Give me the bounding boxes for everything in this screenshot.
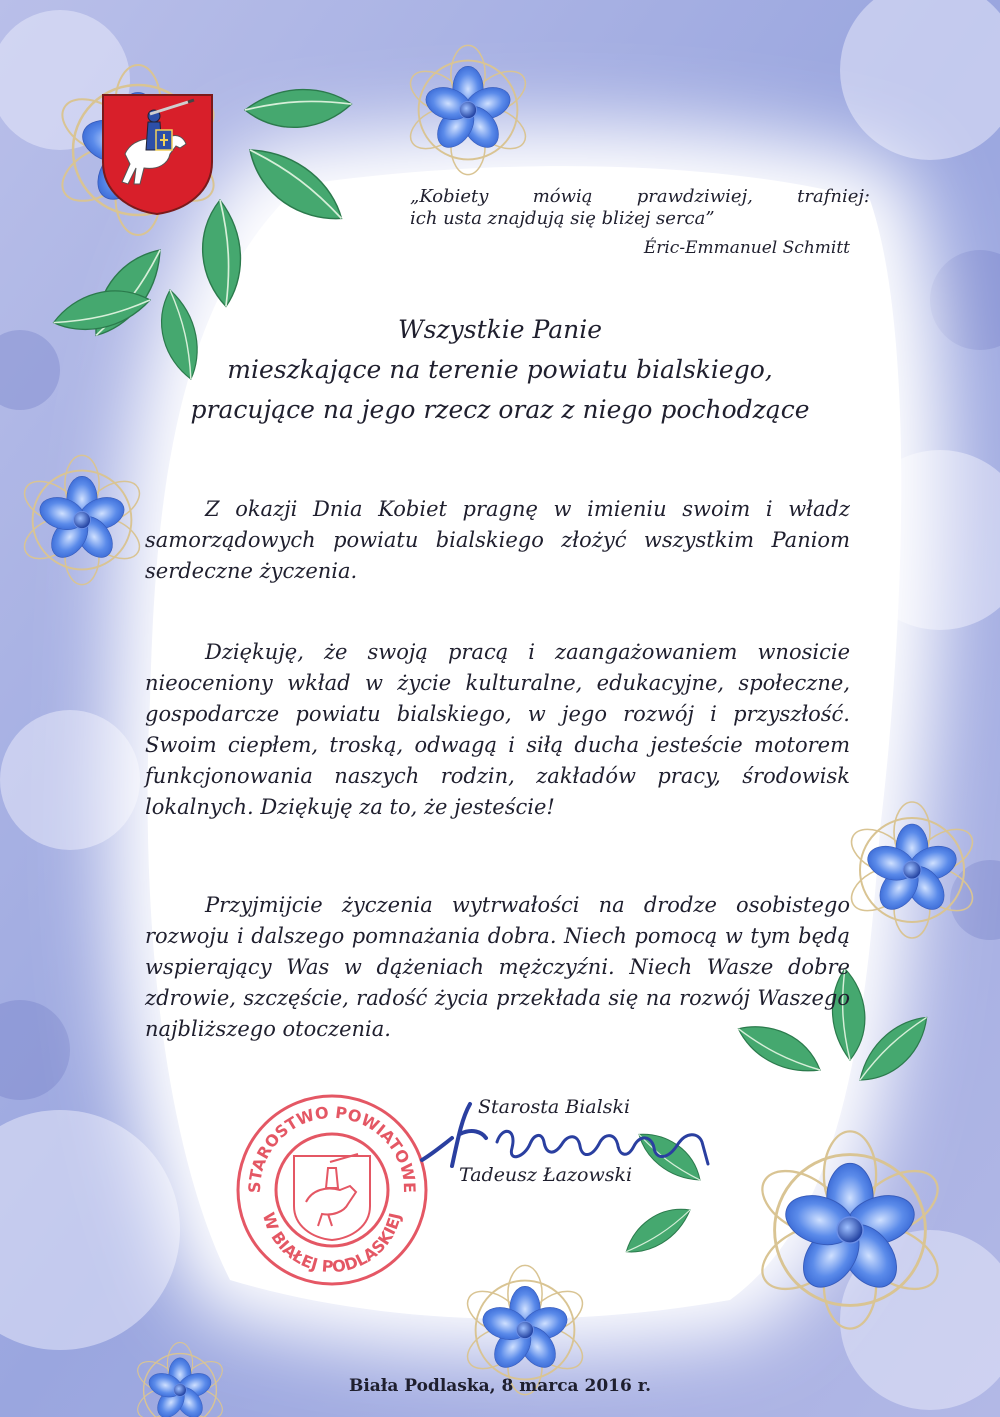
body-paragraph-3: Przyjmijcie życzenia wytrwałości na drodze osobistego rozwoju i dalszego pomnażania dobra. Niech pomocą w tym będą wspierający Was w dążeniach mężczyźni. Niech Wasze dobre zdrowie, szczęście, radość życia przekłada się na rozwój Waszego najbliższego otoczenia.	[145, 893, 850, 1041]
signer-title: Starosta Bialski	[478, 1096, 631, 1118]
quote-line-1: „Kobiety mówią prawdziwiej, trafniej:	[410, 186, 870, 207]
epigraph-quote	[410, 186, 870, 230]
heading-line-3: pracujące na jego rzecz oraz z niego pochodzące	[190, 395, 810, 424]
body-paragraph-1: Z okazji Dnia Kobiet pragnę w imieniu swoim i władz samorządowych powiatu bialskiego złożyć wszystkim Paniom serdeczne życzenia.	[145, 497, 850, 583]
signer-name: Tadeusz Łazowski	[459, 1164, 633, 1186]
stamp-text-top: STAROSTWO POWIATOWE	[244, 1102, 420, 1194]
body-paragraph-2: Dziękuję, że swoją pracą i zaangażowaniem wnosicie nieoceniony wkład w życie kulturalne, edukacyjne, społeczne, gospodarcze powiatu bialskiego, w jego rozwój i przyszłość. Swoim ciepłem, troską, odwagą i siłą ducha jesteście motorem funkcjonowania naszych rodzin, zakładów pracy, środowisk lokalnych. Dziękuję za to, że jesteście!	[145, 640, 850, 819]
stamp-text-bottom: W BIAŁEJ PODLASKIEJ	[258, 1210, 405, 1277]
official-stamp	[232, 1090, 432, 1290]
quote-author: Éric-Emmanuel Schmitt	[643, 238, 850, 258]
coat-of-arms-icon	[100, 92, 215, 217]
quote-line-2: ich usta znajdują się bliżej serca”	[410, 208, 715, 229]
addressee-heading	[180, 310, 820, 430]
heading-line-1: Wszystkie Panie	[397, 315, 603, 344]
heading-line-2: mieszkające na terenie powiatu bialskiego,	[227, 355, 773, 384]
place-and-date: Biała Podlaska, 8 marca 2016 r.	[348, 1376, 652, 1396]
